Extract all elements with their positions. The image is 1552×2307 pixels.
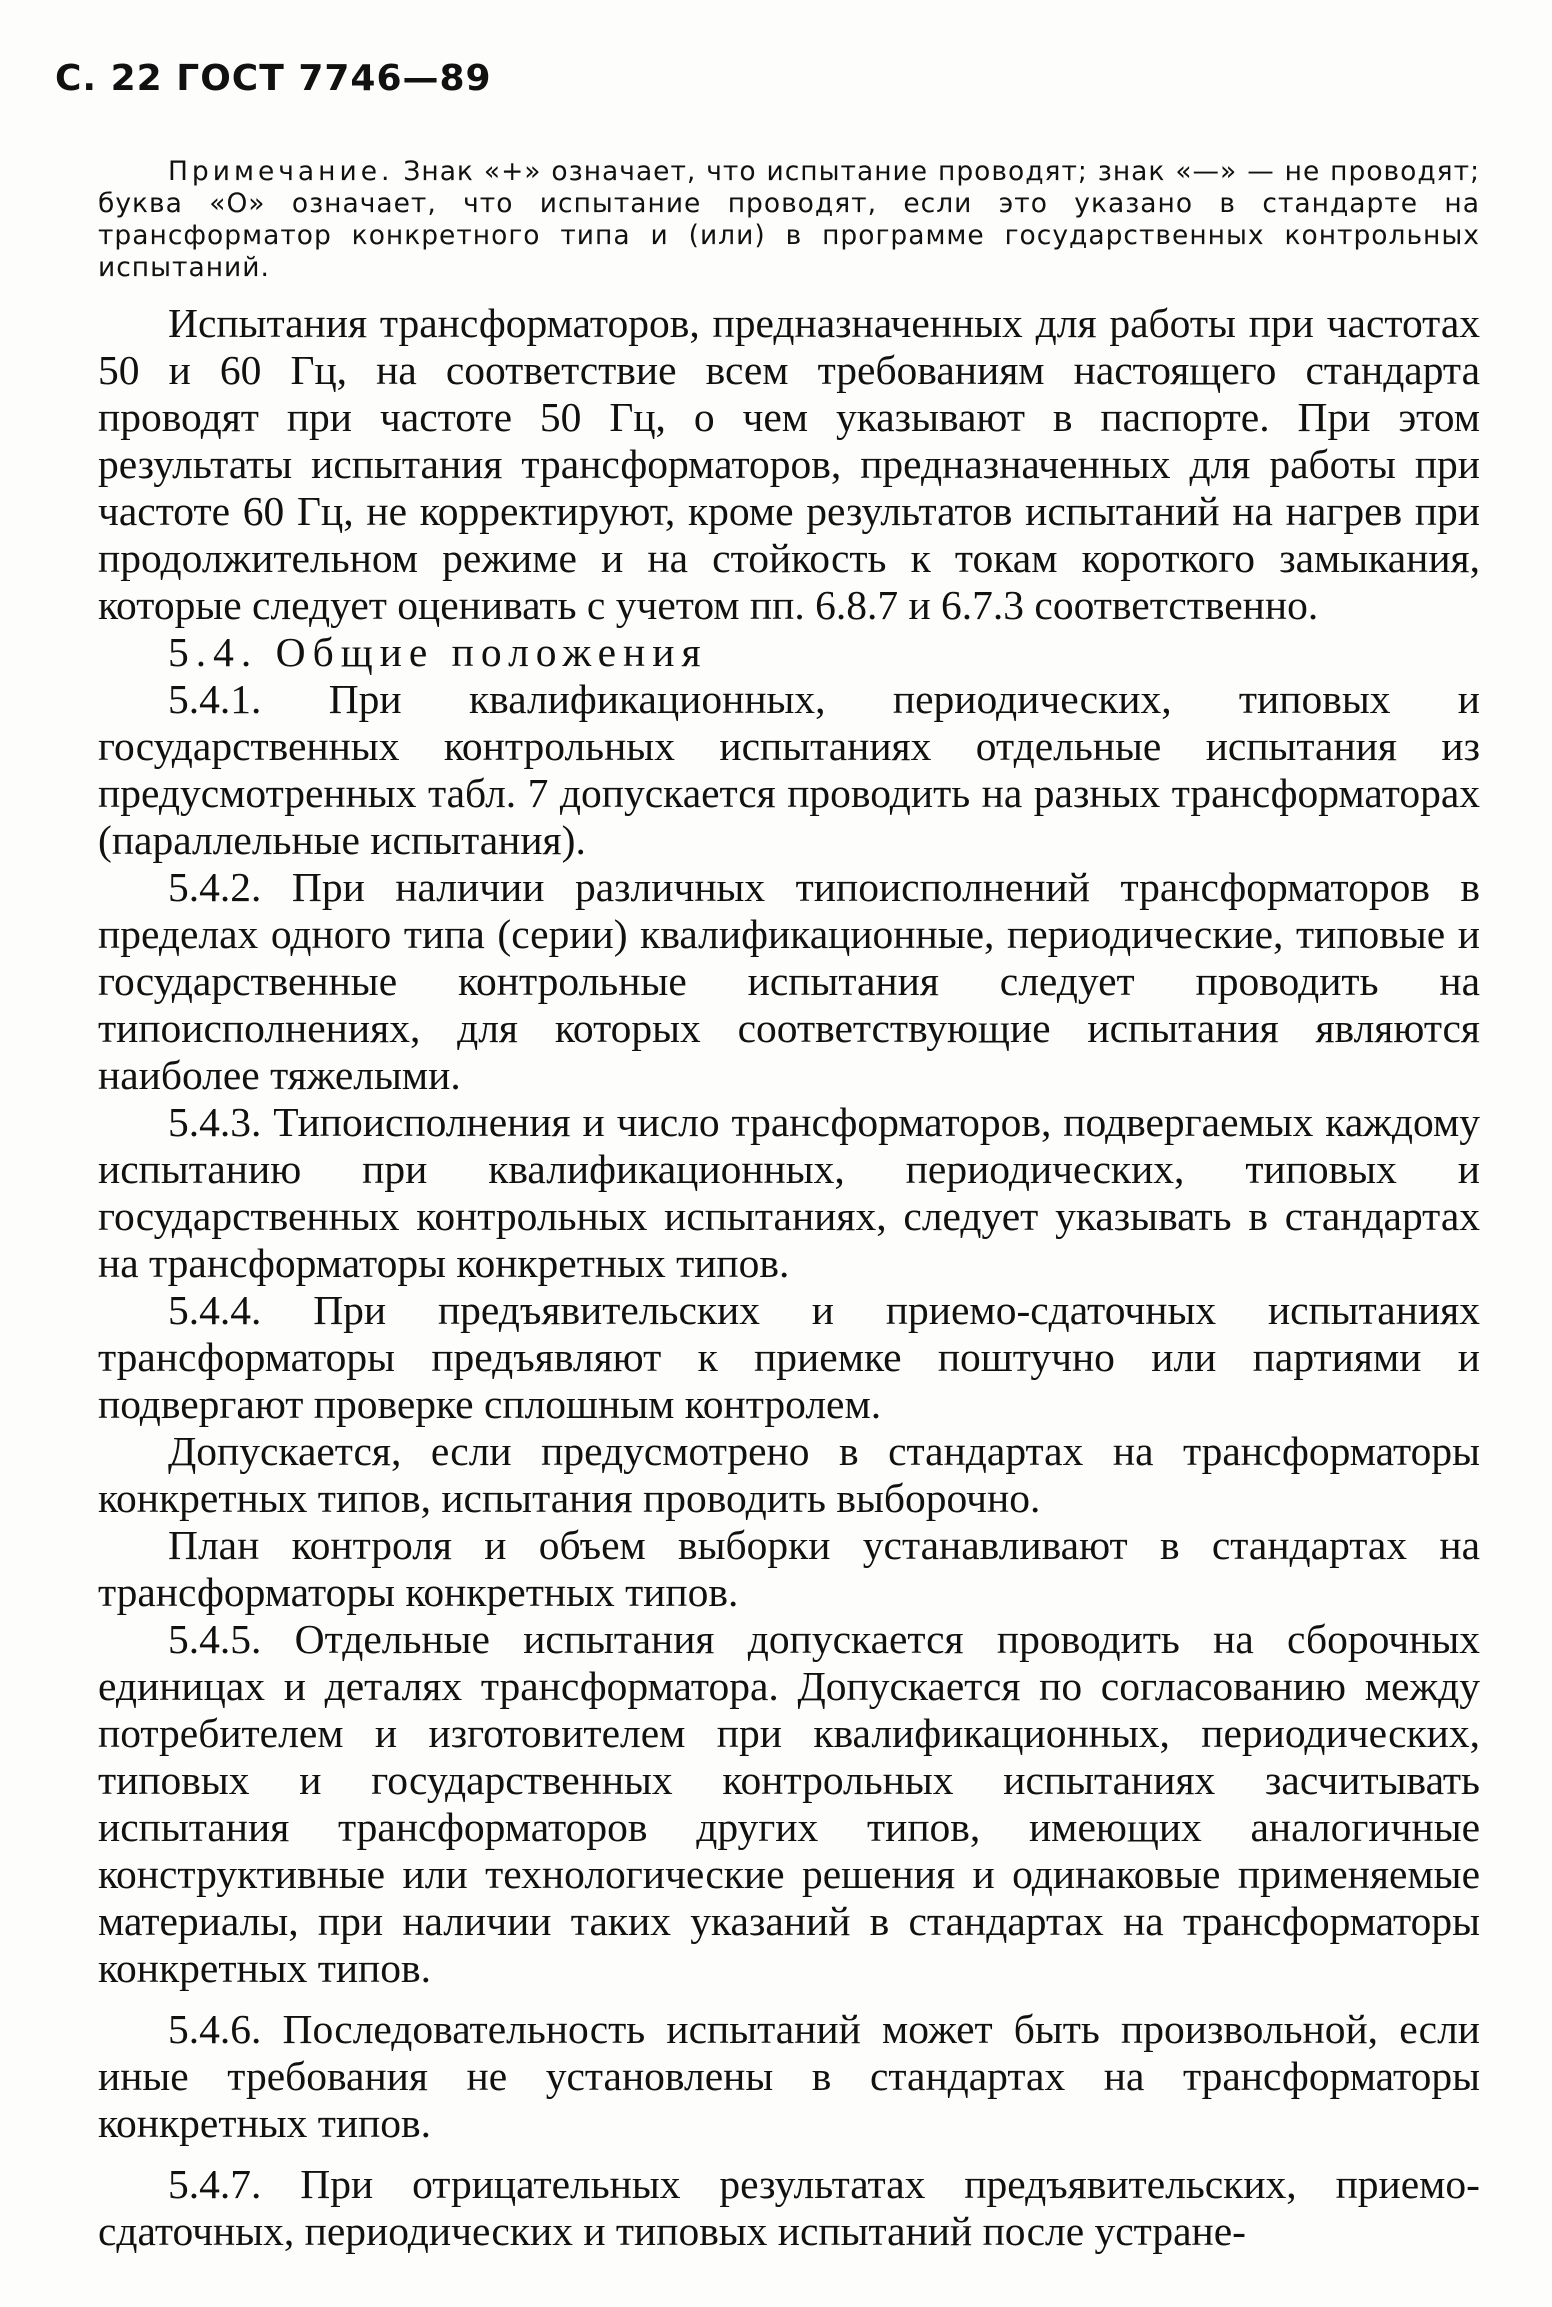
note-text: Знак «+» означает, что испытание проводят; знак «—» — не проводят; буква «О» означает, что испытание проводят, если это указано в стандарте на трансформатор конкретного типа и (или) в программе государственных контрольных испытаний.: [98, 156, 1480, 283]
page-header: С. 22 ГОСТ 7746—89: [55, 58, 492, 99]
clause-5-4-2: 5.4.2. При наличии различных типоисполнений трансформаторов в пределах одного типа (серии) квалификационные, периодические, типовые и государственные контрольные испытания следует проводить на типоисполнениях, для которых соответствующие испытания являются наиболее тяжелыми.: [98, 864, 1480, 1098]
clause-5-4-4: 5.4.4. При предъявительских и приемо-сдаточных испытаниях трансформаторы предъявляют к приемке поштучно или партиями и подвергают проверке сплошным контролем.: [98, 1287, 1480, 1427]
clause-5-4-1: 5.4.1. При квалификационных, периодических, типовых и государственных контрольных испытаниях отдельные испытания из предусмотренных табл. 7 допускается проводить на разных трансформаторах (параллельные испытания).: [98, 676, 1480, 863]
clause-5-4-6: 5.4.6. Последовательность испытаний может быть произвольной, если иные требования не установлены в стандартах на трансформаторы конкретных типов.: [98, 2006, 1480, 2146]
clause-5-4-5: 5.4.5. Отдельные испытания допускается проводить на сборочных единицах и деталях трансформатора. Допускается по согласованию между потребителем и изготовителем при квалификационных, периодических, типовых и государственных контрольных испытаниях засчитывать испытания трансформаторов других типов, имеющих аналогичные конструктивные или технологические решения и одинаковые применяемые материалы, при наличии таких указаний в стандартах на трансформаторы конкретных типов.: [98, 1616, 1480, 1991]
paragraph-intro: Испытания трансформаторов, предназначенных для работы при частотах 50 и 60 Гц, на соответствие всем требованиям настоящего стандарта проводят при частоте 50 Гц, о чем указывают в паспорте. При этом результаты испытания трансформаторов, предназначенных для работы при частоте 60 Гц, не корректируют, кроме результатов испытаний на нагрев при продолжительном режиме и на стойкость к токам короткого замыкания, которые следует оценивать с учетом пп. 6.8.7 и 6.7.3 соответственно.: [98, 300, 1480, 628]
note-label: Примечание.: [168, 156, 394, 187]
section-heading-5-4: 5.4. Общие положения: [168, 629, 708, 675]
clause-5-4-7: 5.4.7. При отрицательных результатах предъявительских, приемо-сдаточных, периодических и типовых испытаний после устране-: [98, 2161, 1480, 2254]
clause-5-4-4-sampling: Допускается, если предусмотрено в стандартах на трансформаторы конкретных типов, испытания проводить выборочно.: [98, 1428, 1480, 1521]
clause-5-4-4-plan: План контроля и объем выборки устанавливают в стандартах на трансформаторы конкретных типов.: [98, 1522, 1480, 1615]
document-body: [98, 300, 1480, 2255]
clause-5-4-3: 5.4.3. Типоисполнения и число трансформаторов, подвергаемых каждому испытанию при квалификационных, периодических, типовых и государственных контрольных испытаниях, следует указывать в стандартах на трансформаторы конкретных типов.: [98, 1099, 1480, 1286]
table-note: [98, 156, 1480, 284]
